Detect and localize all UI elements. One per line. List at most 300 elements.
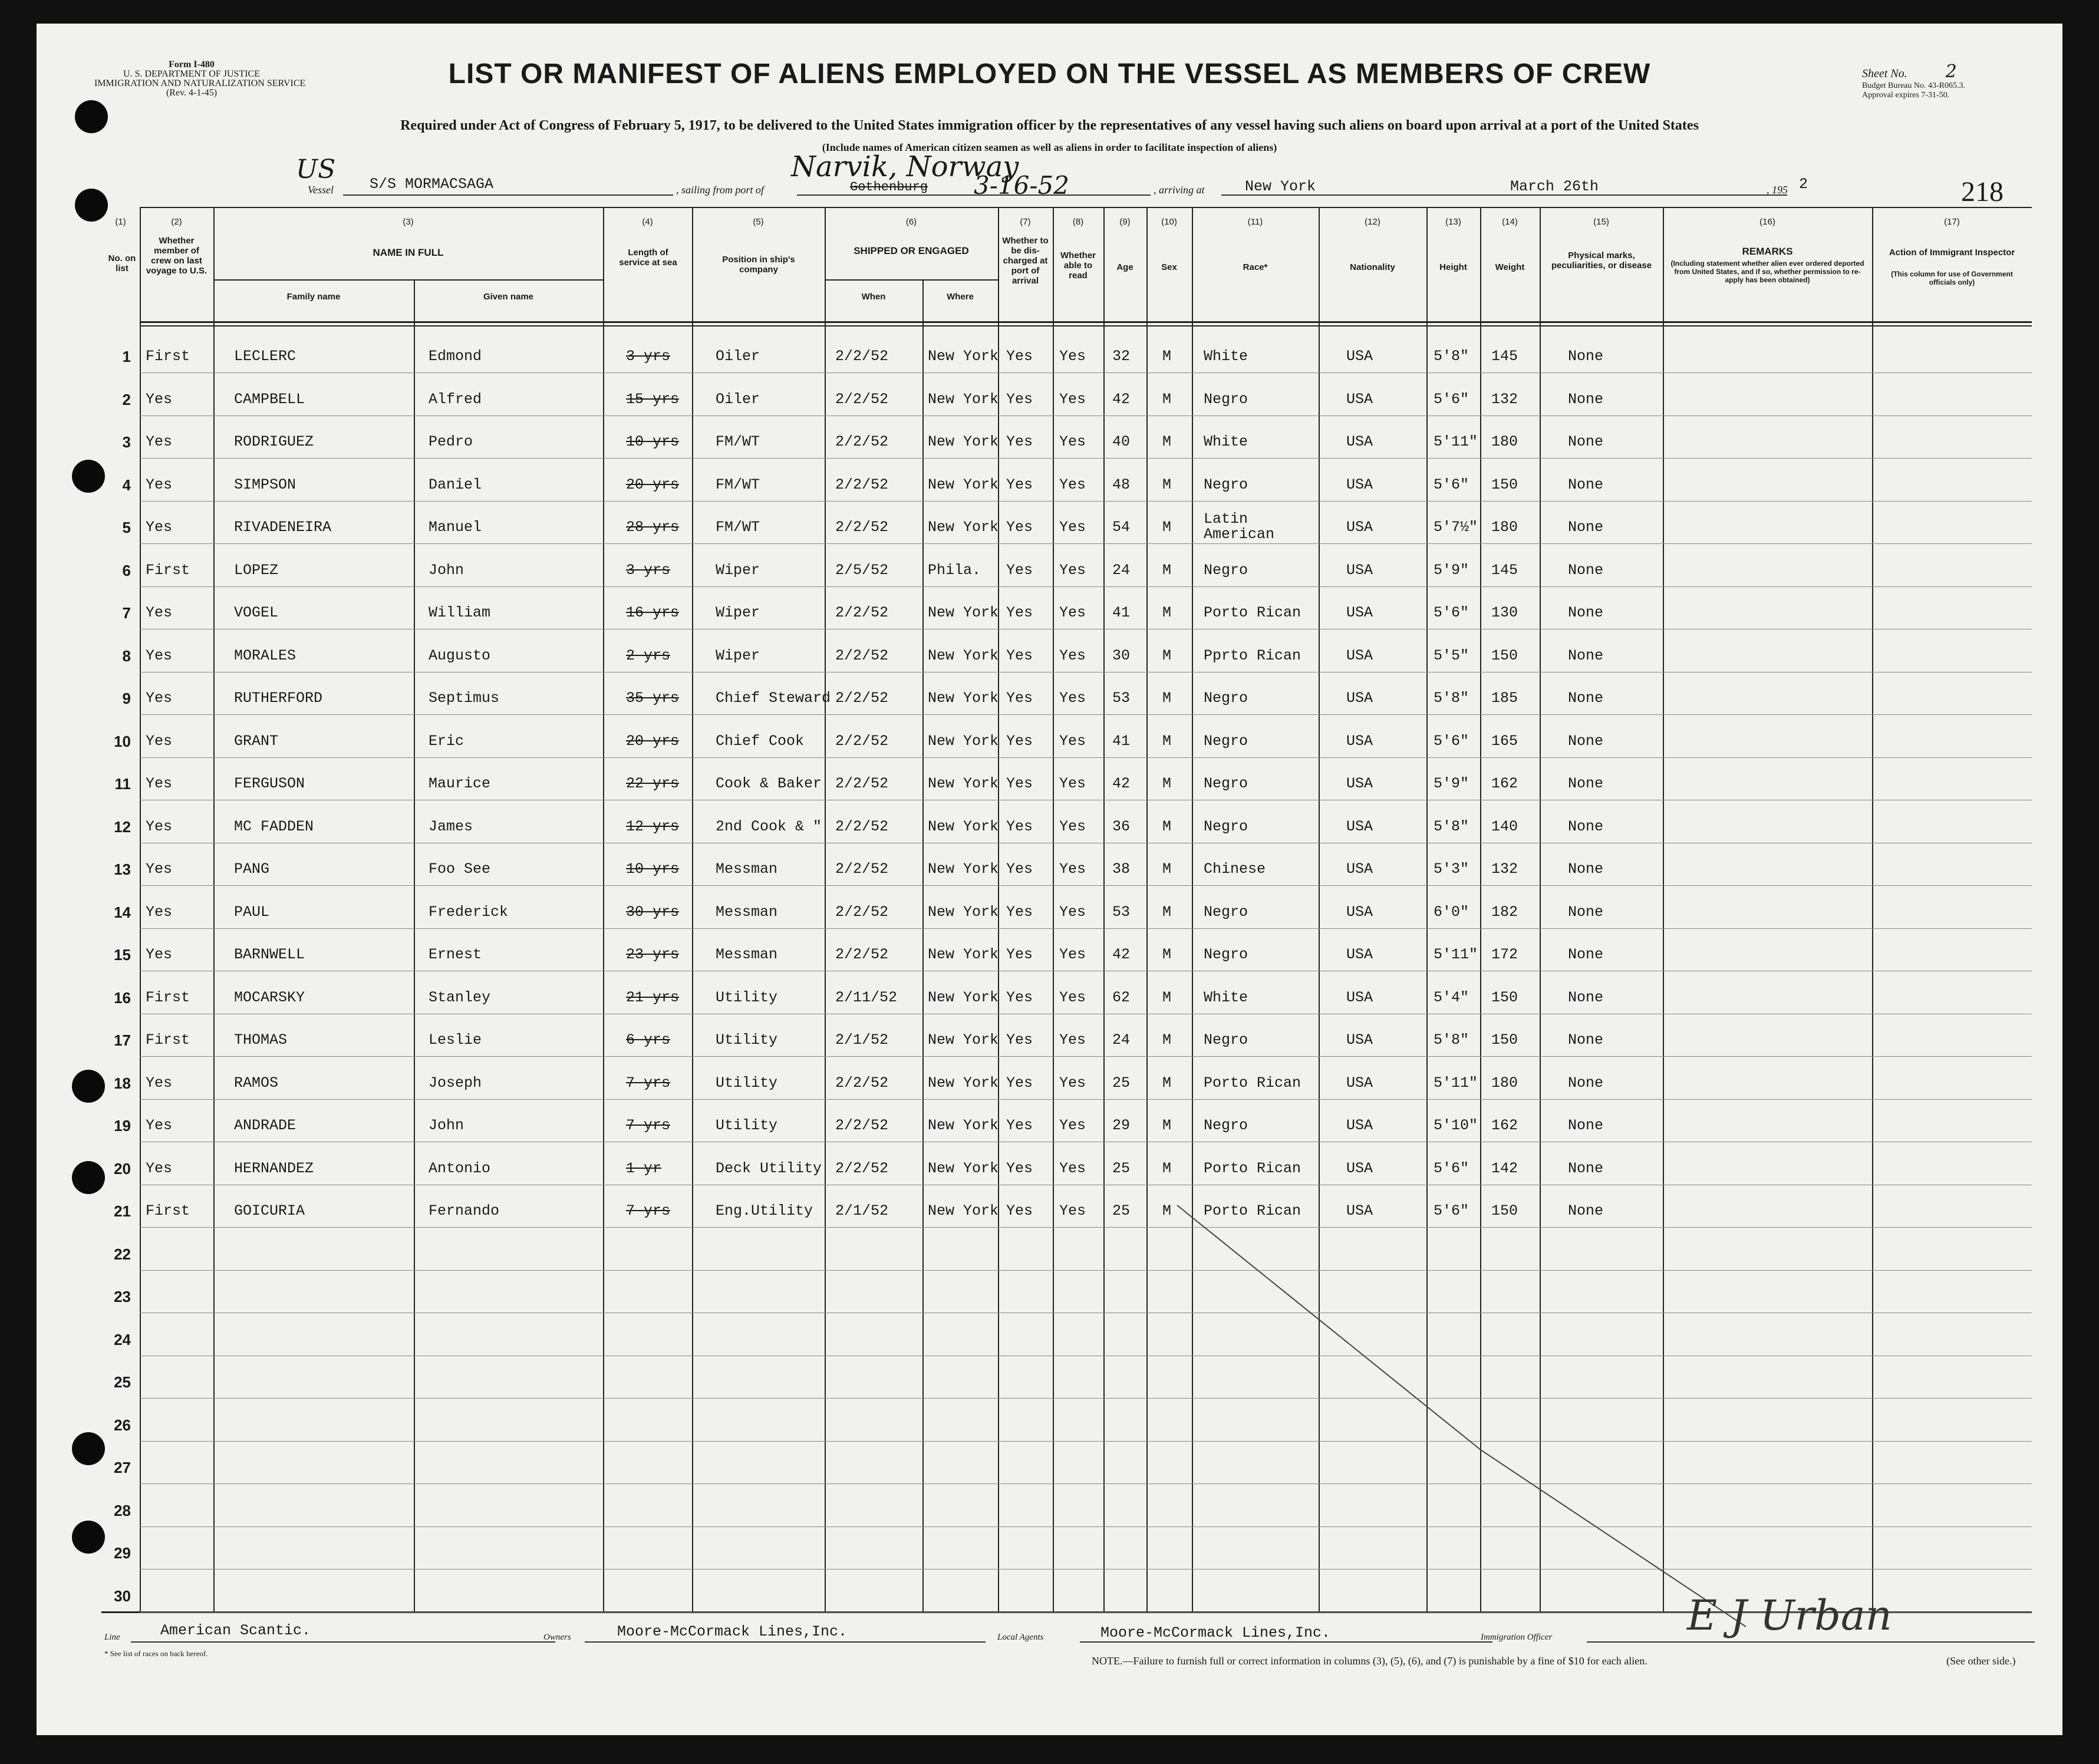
age-cell: 30 [1112, 647, 1131, 664]
header-remarks: REMARKS [1742, 246, 1793, 257]
member-cell: Yes [146, 732, 173, 750]
member-cell: Yes [146, 647, 173, 664]
able-read-cell: Yes [1059, 1031, 1086, 1048]
family-name-cell: MOCARSKY [234, 988, 305, 1006]
discharged-cell: Yes [1006, 732, 1033, 750]
length-cell: 21 yrs [626, 988, 680, 1006]
age-cell: 42 [1112, 946, 1131, 963]
arriving-port: New York [1245, 178, 1316, 195]
length-cell: 22 yrs [626, 775, 680, 792]
length-cell: 15 yrs [626, 390, 680, 408]
owners-label: Owners [543, 1633, 571, 1642]
weight-cell: 150 [1491, 1202, 1518, 1219]
row-number: 26 [114, 1416, 131, 1434]
given-name-cell: Foo See [429, 860, 491, 878]
length-cell: 1 yr [626, 1159, 662, 1177]
shipped-where-cell: New York [928, 1159, 999, 1177]
department: U. S. DEPARTMENT OF JUSTICE [123, 69, 260, 79]
physical-marks-cell: None [1568, 903, 1604, 921]
row-number: 4 [122, 476, 131, 494]
position-cell: Wiper [716, 647, 760, 664]
page-number: 218 [1961, 176, 2004, 207]
shipped-when-cell: 2/2/52 [835, 1074, 889, 1092]
weight-cell: 182 [1491, 903, 1518, 921]
position-cell: Utility [716, 1031, 778, 1048]
age-cell: 25 [1112, 1202, 1131, 1219]
given-name-cell: Septimus [429, 690, 500, 707]
sex-cell: M [1162, 1159, 1172, 1177]
physical-marks-cell: None [1568, 519, 1604, 536]
revision: (Rev. 4-1-45) [166, 88, 218, 98]
col-number: (5) [753, 217, 764, 227]
discharged-cell: Yes [1006, 476, 1033, 493]
departure-date: 3-16-52 [974, 171, 1069, 200]
height-cell: 5'6" [1434, 604, 1469, 621]
row-number: 15 [114, 946, 131, 964]
sex-cell: M [1162, 903, 1172, 921]
length-cell: 2 yrs [626, 647, 671, 664]
shipped-where-cell: New York [928, 604, 999, 621]
col-number: (3) [403, 217, 414, 227]
row-number: 29 [114, 1544, 131, 1562]
family-name-cell: RAMOS [234, 1074, 279, 1092]
position-cell: Utility [716, 988, 778, 1006]
member-cell: Yes [146, 476, 173, 493]
position-cell: Chief Steward [716, 690, 831, 707]
line-label: Line [104, 1633, 120, 1642]
row-number: 17 [114, 1031, 131, 1049]
shipped-when-cell: 2/2/52 [835, 775, 889, 792]
length-cell: 35 yrs [626, 690, 680, 707]
position-cell: Cook & Baker [716, 775, 822, 792]
nationality-cell: USA [1346, 1202, 1373, 1219]
col-number: (14) [1502, 217, 1518, 227]
position-cell: Messman [716, 903, 778, 921]
row-number: 6 [122, 561, 131, 579]
header-age: Age [1116, 262, 1133, 272]
row-number: 22 [114, 1245, 131, 1263]
length-cell: 3 yrs [626, 348, 671, 365]
height-cell: 5'8" [1434, 690, 1469, 707]
member-cell: First [146, 348, 190, 365]
discharged-cell: Yes [1006, 390, 1033, 408]
weight-cell: 172 [1491, 946, 1518, 963]
weight-cell: 150 [1491, 476, 1518, 493]
position-cell: FM/WT [716, 433, 760, 450]
height-cell: 5'9" [1434, 561, 1469, 579]
shipped-where-cell: New York [928, 988, 999, 1006]
height-cell: 5'11" [1434, 946, 1478, 963]
family-name-cell: LOPEZ [234, 561, 279, 579]
row-number: 8 [122, 647, 131, 665]
given-name-cell: Ernest [429, 946, 482, 963]
able-read-cell: Yes [1059, 732, 1086, 750]
shipped-when-cell: 2/2/52 [835, 476, 889, 493]
row-number: 20 [114, 1159, 131, 1178]
able-read-cell: Yes [1059, 690, 1086, 707]
member-cell: Yes [146, 604, 173, 621]
discharged-cell: Yes [1006, 1159, 1033, 1177]
sex-cell: M [1162, 561, 1172, 579]
shipped-when-cell: 2/2/52 [835, 860, 889, 878]
shipped-when-cell: 2/2/52 [835, 903, 889, 921]
member-cell: First [146, 1031, 190, 1048]
col-number: (8) [1072, 217, 1084, 227]
position-cell: FM/WT [716, 476, 760, 493]
shipped-where-cell: New York [928, 903, 999, 921]
year-suffix: 2 [1799, 176, 1808, 193]
able-read-cell: Yes [1059, 775, 1086, 792]
able-read-cell: Yes [1059, 390, 1086, 408]
position-cell: Wiper [716, 561, 760, 579]
shipped-where-cell: New York [928, 946, 999, 963]
shipped-when-cell: 2/2/52 [835, 817, 889, 835]
age-cell: 32 [1112, 348, 1131, 365]
shipped-when-cell: 2/5/52 [835, 561, 889, 579]
row-number: 24 [114, 1330, 131, 1348]
race-cell: Porto Rican [1204, 1202, 1301, 1219]
header-race: Race* [1243, 262, 1268, 272]
given-name-cell: Daniel [429, 476, 482, 493]
family-name-cell: FERGUSON [234, 775, 305, 792]
physical-marks-cell: None [1568, 433, 1604, 450]
family-name-cell: THOMAS [234, 1031, 288, 1048]
able-read-cell: Yes [1059, 1159, 1086, 1177]
able-read-cell: Yes [1059, 519, 1086, 536]
discharged-cell: Yes [1006, 1031, 1033, 1048]
height-cell: 5'3" [1434, 860, 1469, 878]
able-read-cell: Yes [1059, 860, 1086, 878]
weight-cell: 145 [1491, 561, 1518, 579]
row-number: 5 [122, 519, 131, 536]
header-where: Where [947, 292, 974, 302]
able-read-cell: Yes [1059, 1117, 1086, 1134]
age-cell: 48 [1112, 476, 1131, 493]
weight-cell: 132 [1491, 860, 1518, 878]
weight-cell: 130 [1491, 604, 1518, 621]
header-discharged: Whether to be dis-charged at port of arrival [1002, 236, 1049, 286]
header-physical: Physical marks, peculiarities, or disease [1551, 250, 1652, 271]
family-name-cell: HERNANDEZ [234, 1159, 314, 1177]
weight-cell: 150 [1491, 647, 1518, 664]
sex-cell: M [1162, 1202, 1172, 1219]
nationality-cell: USA [1346, 433, 1373, 450]
given-name-cell: John [429, 1117, 464, 1134]
weight-cell: 132 [1491, 390, 1518, 408]
height-cell: 5'11" [1434, 1074, 1478, 1092]
shipped-when-cell: 2/11/52 [835, 988, 898, 1006]
race-cell: Negro [1204, 817, 1248, 835]
row-number: 23 [114, 1288, 131, 1305]
sex-cell: M [1162, 647, 1172, 664]
discharged-cell: Yes [1006, 1074, 1033, 1092]
position-cell: FM/WT [716, 519, 760, 536]
height-cell: 5'6" [1434, 1159, 1469, 1177]
shipped-where-cell: New York [928, 1117, 999, 1134]
nationality-cell: USA [1346, 817, 1373, 835]
member-cell: Yes [146, 1159, 173, 1177]
shipped-when-cell: 2/2/52 [835, 1159, 889, 1177]
agents-value: Moore-McCormack Lines,Inc. [1100, 1624, 1331, 1641]
row-number: 16 [114, 988, 131, 1007]
physical-marks-cell: None [1568, 348, 1604, 365]
height-cell: 6'0" [1434, 903, 1469, 921]
discharged-cell: Yes [1006, 946, 1033, 963]
port-handwritten: Narvik, Norway [791, 150, 1019, 183]
age-cell: 53 [1112, 690, 1131, 707]
sex-cell: M [1162, 860, 1172, 878]
sheet-number: 2 [1945, 61, 1957, 82]
sailing-label: , sailing from port of [676, 184, 764, 196]
discharged-cell: Yes [1006, 647, 1033, 664]
given-name-cell: Pedro [429, 433, 473, 450]
discharged-cell: Yes [1006, 860, 1033, 878]
nationality-cell: USA [1346, 732, 1373, 750]
family-name-cell: MORALES [234, 647, 296, 664]
row-number: 13 [114, 860, 131, 878]
shipped-where-cell: New York [928, 433, 999, 450]
sex-cell: M [1162, 988, 1172, 1006]
height-cell: 5'8" [1434, 817, 1469, 835]
shipped-when-cell: 2/2/52 [835, 604, 889, 621]
shipped-where-cell: New York [928, 390, 999, 408]
header-remarks-note: (Including statement whether alien ever ordered deported from United States, and if so, whether permission to re-apply has been obtained) [1670, 259, 1864, 284]
shipped-when-cell: 2/1/52 [835, 1202, 889, 1219]
nationality-cell: USA [1346, 519, 1373, 536]
position-cell: Utility [716, 1117, 778, 1134]
race-cell: Negro [1204, 903, 1248, 921]
age-cell: 29 [1112, 1117, 1131, 1134]
given-name-cell: Antonio [429, 1159, 491, 1177]
height-cell: 5'8" [1434, 348, 1469, 365]
weight-cell: 185 [1491, 690, 1518, 707]
header-sex: Sex [1161, 262, 1177, 272]
nationality-cell: USA [1346, 390, 1373, 408]
sex-cell: M [1162, 1074, 1172, 1092]
position-cell: Chief Cook [716, 732, 805, 750]
able-read-cell: Yes [1059, 561, 1086, 579]
nationality-cell: USA [1346, 1117, 1373, 1134]
sex-cell: M [1162, 433, 1172, 450]
family-name-cell: PAUL [234, 903, 270, 921]
row-number: 28 [114, 1501, 131, 1519]
height-cell: 5'5" [1434, 647, 1469, 664]
physical-marks-cell: None [1568, 1074, 1604, 1092]
able-read-cell: Yes [1059, 988, 1086, 1006]
discharged-cell: Yes [1006, 903, 1033, 921]
able-read-cell: Yes [1059, 817, 1086, 835]
discharged-cell: Yes [1006, 690, 1033, 707]
physical-marks-cell: None [1568, 817, 1604, 835]
age-cell: 36 [1112, 817, 1131, 835]
owners-value: Moore-McCormack Lines,Inc. [617, 1623, 848, 1640]
header-position: Position in ship's company [722, 255, 795, 275]
subtitle: Required under Act of Congress of February 5, 1917, to be delivered to the United States immigration officer by the representatives of any vessel having such aliens on board upon arrival at a port of the United States [400, 118, 1699, 133]
agents-label: Local Agents [997, 1633, 1044, 1642]
col-number: (15) [1593, 217, 1609, 227]
able-read-cell: Yes [1059, 1074, 1086, 1092]
sex-cell: M [1162, 519, 1172, 536]
family-name-cell: RUTHERFORD [234, 690, 323, 707]
nationality-cell: USA [1346, 1031, 1373, 1048]
family-name-cell: VOGEL [234, 604, 279, 621]
sex-cell: M [1162, 732, 1172, 750]
member-cell: Yes [146, 1074, 173, 1092]
sex-cell: M [1162, 604, 1172, 621]
family-name-cell: BARNWELL [234, 946, 305, 963]
family-name-cell: GRANT [234, 732, 279, 750]
age-cell: 24 [1112, 1031, 1131, 1048]
family-name-cell: SIMPSON [234, 476, 296, 493]
sex-cell: M [1162, 946, 1172, 963]
position-cell: Eng.Utility [716, 1202, 813, 1219]
header-weight: Weight [1495, 262, 1525, 272]
height-cell: 5'8" [1434, 1031, 1469, 1048]
height-cell: 5'4" [1434, 988, 1469, 1006]
weight-cell: 162 [1491, 1117, 1518, 1134]
given-name-cell: Stanley [429, 988, 491, 1006]
subnote: (Include names of American citizen seamen as well as aliens in order to facilitate inspection of aliens) [822, 141, 1277, 153]
shipped-when-cell: 2/2/52 [835, 647, 889, 664]
race-cell: Negro [1204, 476, 1248, 493]
member-cell: First [146, 988, 190, 1006]
given-name-cell: William [429, 604, 491, 621]
position-cell: Wiper [716, 604, 760, 621]
member-cell: Yes [146, 690, 173, 707]
weight-cell: 150 [1491, 988, 1518, 1006]
approval-expires: Approval expires 7-31-50. [1862, 91, 1950, 100]
sex-cell: M [1162, 1031, 1172, 1048]
shipped-where-cell: New York [928, 1074, 999, 1092]
able-read-cell: Yes [1059, 348, 1086, 365]
nationality-cell: USA [1346, 561, 1373, 579]
physical-marks-cell: None [1568, 1117, 1604, 1134]
discharged-cell: Yes [1006, 604, 1033, 621]
vessel-mark: US [296, 154, 336, 184]
agents-underline [1080, 1641, 1492, 1643]
length-cell: 7 yrs [626, 1117, 671, 1134]
row-number: 11 [114, 775, 131, 793]
length-cell: 30 yrs [626, 903, 680, 921]
member-cell: Yes [146, 1117, 173, 1134]
nationality-cell: USA [1346, 860, 1373, 878]
race-cell: Negro [1204, 1117, 1248, 1134]
header-nationality: Nationality [1350, 262, 1395, 272]
vessel-name: S/S MORMACSAGA [370, 176, 494, 193]
age-cell: 40 [1112, 433, 1131, 450]
position-cell: Utility [716, 1074, 778, 1092]
shipped-where-cell: New York [928, 775, 999, 792]
shipped-when-cell: 2/2/52 [835, 732, 889, 750]
col-number: (13) [1445, 217, 1461, 227]
race-cell: Porto Rican [1204, 1074, 1301, 1092]
col-number: (12) [1365, 217, 1380, 227]
row-number: 19 [114, 1117, 131, 1135]
col-number: (17) [1944, 217, 1960, 227]
family-name-cell: MC FADDEN [234, 817, 314, 835]
length-cell: 7 yrs [626, 1074, 671, 1092]
given-name-cell: Eric [429, 732, 464, 750]
row-number: 9 [122, 690, 131, 707]
race-cell: Pprto Rican [1204, 647, 1301, 664]
sex-cell: M [1162, 775, 1172, 792]
race-cell: Porto Rican [1204, 1159, 1301, 1177]
nationality-cell: USA [1346, 946, 1373, 963]
family-name-cell: PANG [234, 860, 270, 878]
member-cell: Yes [146, 390, 173, 408]
weight-cell: 180 [1491, 433, 1518, 450]
given-name-cell: Fernando [429, 1202, 500, 1219]
age-cell: 54 [1112, 519, 1131, 536]
owners-underline [585, 1641, 986, 1643]
shipped-when-cell: 2/2/52 [835, 690, 889, 707]
able-read-cell: Yes [1059, 476, 1086, 493]
age-cell: 41 [1112, 604, 1131, 621]
member-cell: Yes [146, 903, 173, 921]
member-cell: Yes [146, 433, 173, 450]
shipped-where-cell: New York [928, 647, 999, 664]
age-cell: 25 [1112, 1159, 1131, 1177]
discharged-cell: Yes [1006, 433, 1033, 450]
height-cell: 5'10" [1434, 1117, 1478, 1134]
shipped-where-cell: New York [928, 1202, 999, 1219]
member-cell: Yes [146, 817, 173, 835]
length-cell: 10 yrs [626, 433, 680, 450]
given-name-cell: Joseph [429, 1074, 482, 1092]
weight-cell: 140 [1491, 817, 1518, 835]
header-length: Length of service at sea [619, 248, 677, 268]
sex-cell: M [1162, 348, 1172, 365]
shipped-where-cell: New York [928, 732, 999, 750]
nationality-cell: USA [1346, 775, 1373, 792]
nationality-cell: USA [1346, 647, 1373, 664]
shipped-where-cell: New York [928, 476, 999, 493]
physical-marks-cell: None [1568, 946, 1604, 963]
length-cell: 7 yrs [626, 1202, 671, 1219]
race-cell: Latin American [1204, 510, 1275, 543]
form-number: Form I-480 [169, 60, 215, 70]
family-name-cell: GOICURIA [234, 1202, 305, 1219]
given-name-cell: Frederick [429, 903, 509, 921]
header-name-in-full: NAME IN FULL [373, 247, 444, 258]
shipped-where-cell: New York [928, 860, 999, 878]
year-prefix: , 195 [1767, 184, 1788, 196]
member-cell: First [146, 561, 190, 579]
arriving-label: , arriving at [1154, 184, 1205, 196]
race-cell: Porto Rican [1204, 604, 1301, 621]
physical-marks-cell: None [1568, 1031, 1604, 1048]
discharged-cell: Yes [1006, 1117, 1033, 1134]
able-read-cell: Yes [1059, 604, 1086, 621]
col-number: (16) [1759, 217, 1775, 227]
shipped-when-cell: 2/1/52 [835, 1031, 889, 1048]
col-number: (7) [1020, 217, 1031, 227]
budget-bureau: Budget Bureau No. 43-R065.3. [1862, 81, 1965, 90]
race-cell: Negro [1204, 732, 1248, 750]
manifest-page [37, 24, 2062, 1735]
line-value: American Scantic. [160, 1622, 311, 1639]
able-read-cell: Yes [1059, 647, 1086, 664]
see-other-side: (See other side.) [1946, 1655, 2016, 1667]
height-cell: 5'6" [1434, 476, 1469, 493]
weight-cell: 142 [1491, 1159, 1518, 1177]
shipped-where-cell: New York [928, 348, 999, 365]
col-number: (9) [1119, 217, 1131, 227]
height-cell: 5'11" [1434, 433, 1478, 450]
row-number: 3 [122, 433, 131, 451]
penalty-note: NOTE.—Failure to furnish full or correct information in columns (3), (5), (6), and (7) is punishable by a fine of $10 for each alien. [1092, 1655, 1647, 1667]
weight-cell: 162 [1491, 775, 1518, 792]
